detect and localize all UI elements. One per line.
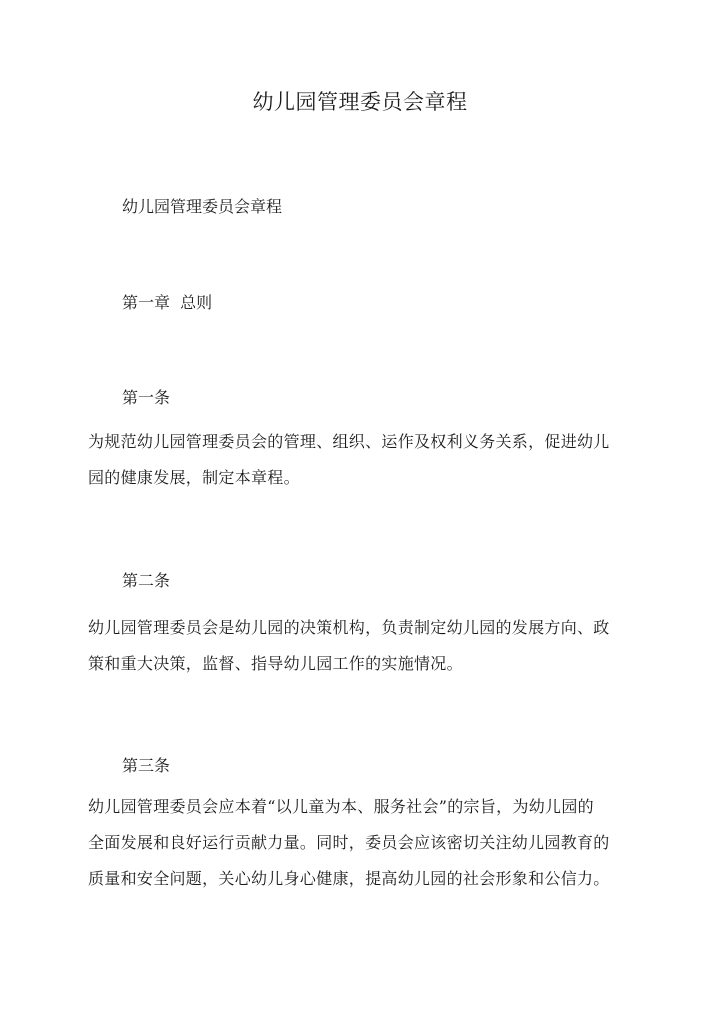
article-heading: 第二条	[122, 571, 171, 590]
article-body	[88, 424, 636, 496]
article-line: 策和重大决策，监督、指导幼儿园工作的实施情况。	[88, 654, 463, 673]
article-line: 幼儿园管理委员会是幼儿园的决策机构，负责制定幼儿园的发展方向、政	[88, 618, 610, 637]
article-heading: 第三条	[122, 756, 171, 775]
chapter-heading: 第一章 总则	[122, 293, 213, 312]
document-subtitle: 幼儿园管理委员会章程	[122, 197, 283, 216]
article-body	[88, 789, 636, 897]
article-line: 园的健康发展，制定本章程。	[88, 468, 300, 487]
article-line: 全面发展和良好运行贡献力量。同时，委员会应该密切关注幼儿园教育的	[88, 833, 610, 852]
article-line: 为规范幼儿园管理委员会的管理、组织、运作及权利义务关系，促进幼儿	[88, 432, 610, 451]
article-heading: 第一条	[122, 388, 171, 407]
article-body	[88, 610, 636, 682]
document-title: 幼儿园管理委员会章程	[252, 90, 468, 114]
article-line: 质量和安全问题，关心幼儿身心健康，提高幼儿园的社会形象和公信力。	[88, 869, 610, 888]
article-line: 幼儿园管理委员会应本着“以儿童为本、服务社会”的宗旨，为幼儿园的	[88, 797, 594, 816]
